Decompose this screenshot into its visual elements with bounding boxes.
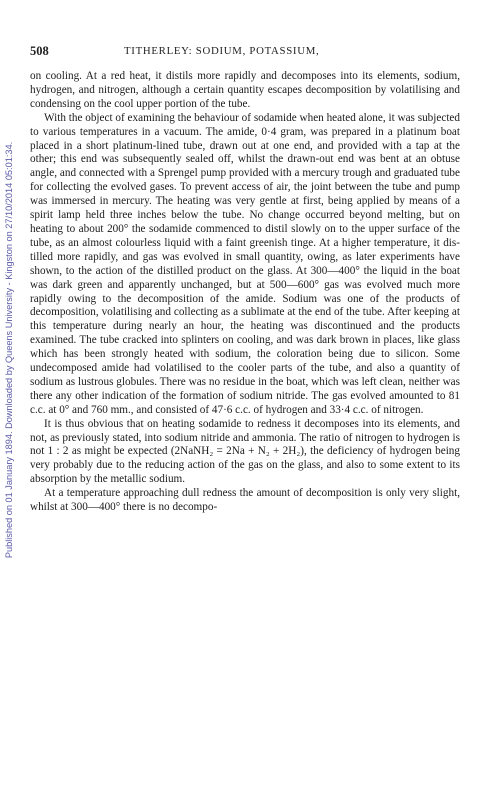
paragraph-dull-redness: At a temperature approaching dull redness the amount of decomposition is only very slight, whilst at 300—400° there is no decompo- (30, 487, 460, 514)
page-number: 508 (30, 44, 49, 58)
download-watermark-text: Published on 01 January 1894. Downloaded by Queens University - Kingston on 27/10/2014 05:01:34. (4, 141, 14, 559)
download-watermark (2, 40, 16, 660)
paragraph-decomposition-conclusion: It is thus obvious that on heating sodamide to redness it decomposes into its elements, and not, as previously stated, into sodium nitride and ammonia. The ratio of nitrogen to hydrogen is not 1 : 2 as might be expected (2NaNH₂ = 2Na + N₂ + 2H₂), the deficiency of hydrogen being very probably due to the reducing action of the gas on the glass, and also to some extent to its absorption by the metallic sodium. (30, 417, 460, 486)
paragraph-sodamide-experiment: With the object of examining the behaviour of sodamide when heated alone, it was subjected to various temperatures in a vacuum. The amide, 0·4 gram, was prepared in a platinum boat placed in a short platinum-lined tube, drawn out at one end, and provided with a tap at the other; this end was subsequently sealed off, whilst the drawn-out end was bent at an obtuse angle, and connected with a Sprengel pump provided with a mercury trough and graduated tube for collecting the evolved gases. To prevent access of air, the joint between the tube and pump was immersed in mercury. The heating was very gentle at first, being applied by means of a spirit lamp held three inches below the tube. No change occurred beyond melting, but on heating to about 200° the sodamide commenced to distil slowly on to the upper surface of the tube, as an almost colourless liquid with a faint greenish tinge. At a higher temperature, it distilled more rapidly, and gas was evolved in small quantity, owing, as later experiments have shown, to the action of the distilled product on the glass. At 300—400° the liquid in the boat was dark green and apparently unchanged, but at 500—600° gas was evolved much more rapidly owing to the decomposition of the amide. Sodium was one of the products of decomposition, volatilising and collecting as a sublimate at the end of the tube. After keeping at this temperature during nearly an hour, the heating was discontinued and the products examined. The tube cracked into splinters on cooling, and was dark brown in places, like glass which has been strongly heated with sodium, the coloration being due to silicon. Some undecomposed amide had volatilised to the cooler parts of the tube, and also a quantity of sodium as lustrous globules. There was no residue in the boat, which was left clean, neither was there any other indication of the formation of sodium nitride. The gas evolved amounted to 81 c.c. at 0° and 760 mm., and consisted of 47·6 c.c. of hydrogen and 33·4 c.c. of nitrogen. (30, 111, 460, 416)
running-title: TITHERLEY: SODIUM, POTASSIUM, (124, 45, 320, 57)
article-body (30, 70, 460, 515)
page-header (30, 44, 452, 60)
paragraph-continued: on cooling. At a red heat, it distils more rapidly and decomposes into its elements, sodium, hydrogen, and nitrogen, although a certain quantity escapes decomposition by volatilising and condensing on the cool upper portion of the tube. (30, 70, 460, 110)
